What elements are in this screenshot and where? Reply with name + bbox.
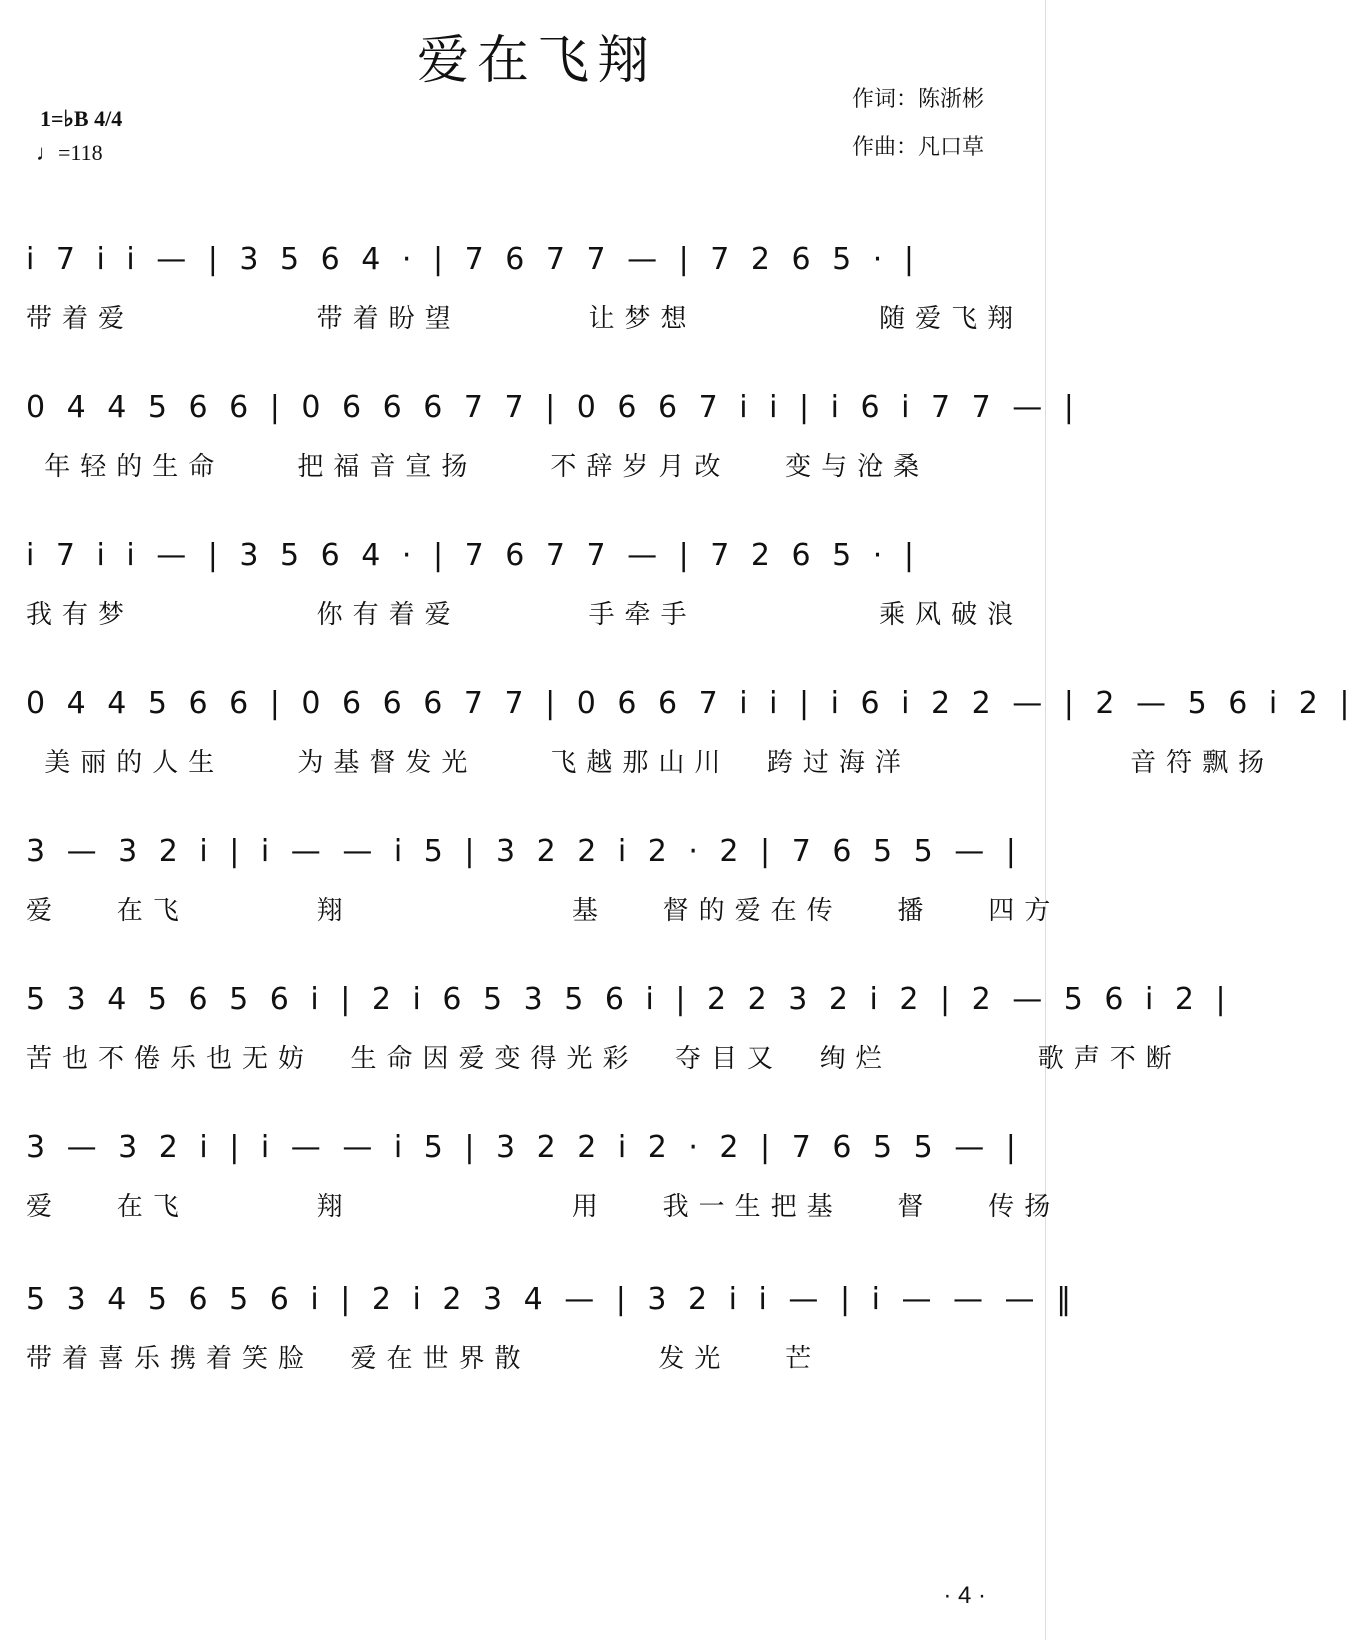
notes-line-1: i 7 i i — | 3 5 6 4 · | 7 6 7 7 — | 7 2 6 5 · | (26, 242, 920, 277)
notes-line-5: 3 — 3 2 i | i — — i 5 | 3 2 2 i 2 · 2 | 7 6 5 5 — | (26, 834, 1022, 869)
notes-line-4: 0 4 4 5 6 6 | 0 6 6 6 7 7 | 0 6 6 7 i i | i 6 i 2 2 — | 2 — 5 6 i 2 | (26, 686, 1355, 721)
lyrics-line-5: 爱 在飞 翔 基 督的爱在传 播 四方 (26, 896, 1061, 926)
lyricist: 作词：陈浙彬 (851, 86, 984, 111)
notes-line-7: 3 — 3 2 i | i — — i 5 | 3 2 2 i 2 · 2 | 7 6 5 5 — | (26, 1130, 1022, 1165)
notes-line-8: 5 3 4 5 6 5 6 i | 2 i 2 3 4 — | 3 2 i i — | i — — — ‖ (26, 1282, 1078, 1317)
lyrics-line-8: 带着喜乐携着笑脸 爱在世界散 发光 芒 (26, 1344, 822, 1374)
song-title: 爱在飞翔 (416, 31, 657, 91)
notes-line-6: 5 3 4 5 6 5 6 i | 2 i 6 5 3 5 6 i | 2 2 3 2 i 2 | 2 — 5 6 i 2 | (26, 982, 1232, 1017)
key-signature-text: 1=♭B 4/4 (40, 106, 123, 131)
key-signature (40, 106, 122, 132)
page-number: · 4 · (943, 1582, 986, 1609)
notes-line-2: 0 4 4 5 6 6 | 0 6 6 6 7 7 | 0 6 6 7 i i | i 6 i 7 7 — | (26, 390, 1080, 425)
tempo-mark: ♩=118 (36, 140, 103, 165)
lyrics-line-3: 我有梦 你有着爱 手牵手 乘风破浪 (26, 600, 1024, 630)
notes-line-3: i 7 i i — | 3 5 6 4 · | 7 6 7 7 — | 7 2 6 5 · | (26, 538, 920, 573)
lyrics-line-7: 爱 在飞 翔 用 我一生把基 督 传扬 (26, 1192, 1061, 1222)
lyrics-line-2: 年轻的生命 把福音宣扬 不辞岁月改 变与沧桑 (26, 452, 930, 482)
composer: 作曲：凡口草 (851, 134, 984, 159)
lyrics-line-6: 苦也不倦乐也无妨 生命因爱变得光彩 夺目又 绚烂 歌声不断 (26, 1044, 1182, 1074)
lyrics-line-1: 带着爱 带着盼望 让梦想 随爱飞翔 (26, 304, 1024, 334)
lyrics-line-4: 美丽的人生 为基督发光 飞越那山川 跨过海洋 音符飘扬 (26, 748, 1275, 778)
